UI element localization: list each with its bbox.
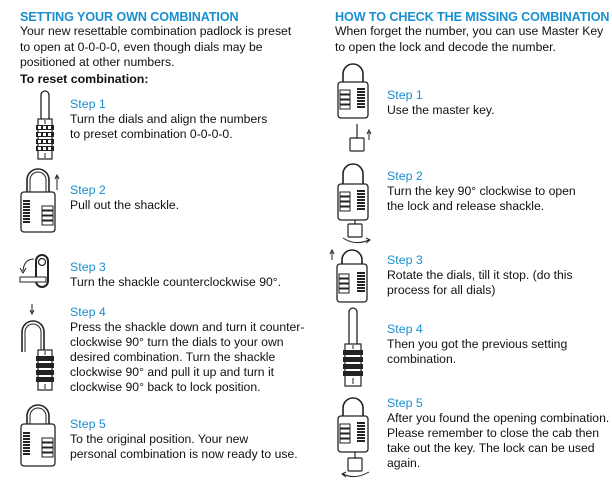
intro-line: to open at 0-0-0-0, even though dials may be [20, 39, 263, 54]
step-text: To the original position. Your new [70, 432, 249, 446]
padlock-open-shackle-icon [329, 248, 373, 304]
left-step-3 [70, 260, 281, 290]
right-step-5 [387, 396, 609, 471]
padlock-side-dials-icon [342, 308, 364, 388]
step-title: Step 1 [70, 97, 106, 111]
step-text: personal combination is now ready to use. [70, 447, 298, 461]
left-step-5 [70, 417, 298, 462]
padlock-master-key-icon [335, 62, 371, 152]
left-intro [20, 24, 291, 71]
left-step-4 [70, 305, 304, 395]
step-text: Press the shackle down and turn it counter- [70, 320, 305, 334]
right-step-3 [387, 253, 573, 298]
step-text: After you found the opening combination. [387, 411, 610, 425]
step-text: Then you got the previous setting [387, 337, 568, 351]
padlock-press-shackle-icon [18, 302, 58, 392]
step-text: clockwise 90° back to lock position. [70, 380, 261, 394]
padlock-close-remove-key-icon [335, 396, 375, 480]
step-title: Step 2 [387, 169, 423, 183]
right-step-1 [387, 88, 494, 118]
padlock-turn-key-icon [335, 160, 375, 246]
step-text: Pull out the shackle. [70, 198, 180, 212]
step-text: clockwise 90° and pull it up and turn it [70, 365, 275, 379]
step-title: Step 5 [70, 417, 106, 431]
step-title: Step 3 [70, 260, 106, 274]
padlock-rotate-shackle-icon [18, 253, 54, 289]
step-title: Step 2 [70, 183, 106, 197]
step-text: Turn the key 90° clockwise to open [387, 184, 576, 198]
step-text: the lock and release shackle. [387, 199, 545, 213]
step-text: combination. [387, 352, 457, 366]
left-step-1 [70, 97, 267, 142]
step-title: Step 4 [70, 305, 106, 319]
step-text: Please remember to close the cab then [387, 426, 600, 440]
step-text: Turn the shackle counterclockwise 90°. [70, 275, 282, 289]
padlock-closed-icon [18, 402, 62, 468]
step-text: Turn the dials and align the numbers [70, 112, 268, 126]
step-text: process for all dials) [387, 283, 496, 297]
step-title: Step 5 [387, 396, 423, 410]
intro-line: positioned at other numbers. [20, 55, 175, 69]
step-text: clockwise 90° turn the dials to your own [70, 335, 284, 349]
right-intro [335, 24, 603, 55]
step-title: Step 1 [387, 88, 423, 102]
left-step-2 [70, 183, 179, 213]
right-heading: HOW TO CHECK THE MISSING COMBINATION [335, 10, 610, 24]
step-text: Rotate the dials, till it stop. (do this [387, 268, 573, 282]
intro-line: Your new resettable combination padlock is preset [20, 24, 292, 38]
step-text: Use the master key. [387, 103, 495, 117]
step-text: again. [387, 456, 421, 470]
padlock-pull-shackle-icon [18, 168, 62, 234]
right-step-2 [387, 169, 576, 214]
padlock-side-dials-icon [35, 91, 55, 161]
step-title: Step 4 [387, 322, 423, 336]
intro-line: to open the lock and decode the number. [335, 39, 556, 54]
left-heading: SETTING YOUR OWN COMBINATION [20, 10, 239, 24]
step-text: take out the key. The lock can be used [387, 441, 595, 455]
reset-subheading: To reset combination: [20, 72, 149, 86]
step-title: Step 3 [387, 253, 423, 267]
step-text: desired combination. Turn the shackle [70, 350, 276, 364]
intro-line: When forget the number, you can use Master Key [335, 24, 604, 38]
step-text: to preset combination 0-0-0-0. [70, 127, 233, 141]
right-step-4 [387, 322, 567, 367]
